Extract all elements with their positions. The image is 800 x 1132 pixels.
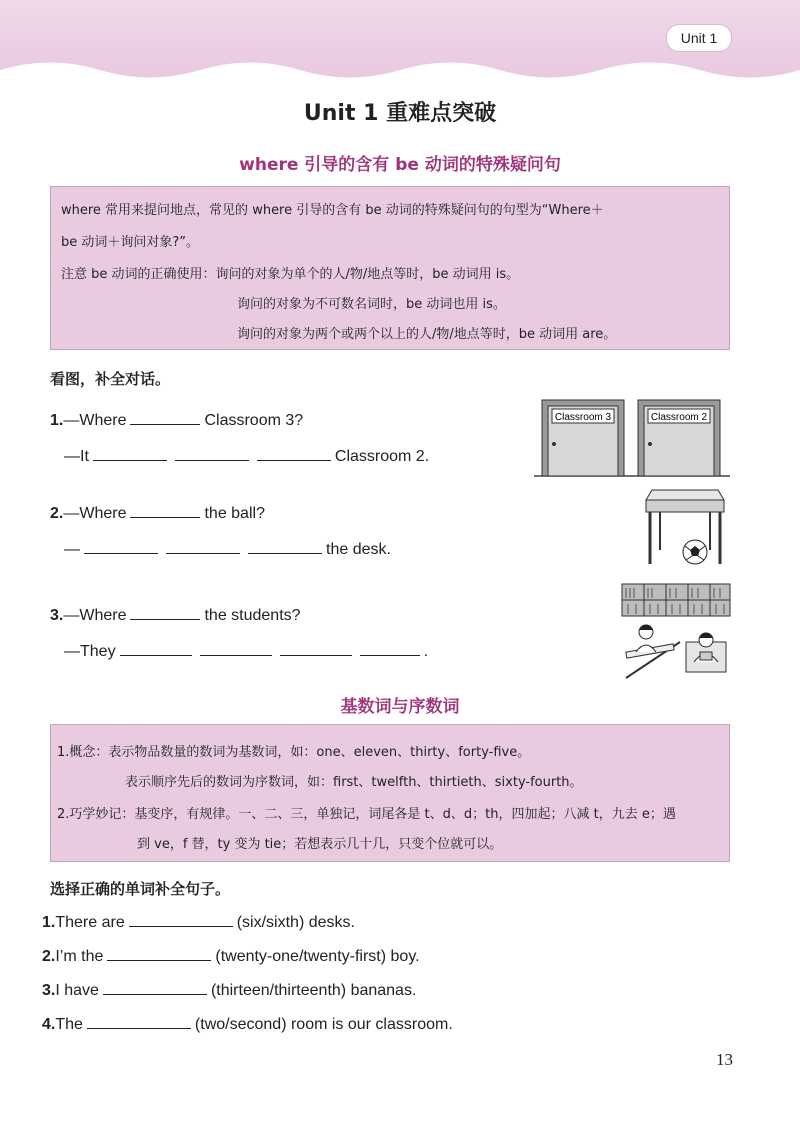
answer-blank[interactable] bbox=[248, 539, 322, 554]
question-text: the ball? bbox=[204, 505, 265, 522]
question-number: 4. bbox=[42, 1016, 56, 1033]
note-line: where 常用来提问地点，常见的 where 引导的含有 be 动词的特殊疑问句的句型为“Where＋ bbox=[61, 203, 604, 218]
answer-1-line bbox=[64, 446, 429, 466]
desk-ball-picture bbox=[640, 486, 730, 568]
note-line: 表示顺序先后的数词为序数词，如：first、twelfth、thirtieth、sixty-fourth。 bbox=[125, 775, 583, 790]
answer-blank[interactable] bbox=[87, 1014, 191, 1029]
page-number: 13 bbox=[716, 1050, 733, 1069]
answer-blank[interactable] bbox=[130, 605, 200, 620]
header-wave bbox=[0, 50, 800, 90]
sentence-4 bbox=[42, 1014, 453, 1034]
note-box-numbers bbox=[50, 724, 730, 862]
answer-blank[interactable] bbox=[107, 946, 211, 961]
answer-blank[interactable] bbox=[360, 641, 420, 656]
note-box-where bbox=[50, 186, 730, 350]
sentence-text: (two/second) room is our classroom. bbox=[194, 1016, 453, 1033]
answer-blank[interactable] bbox=[93, 446, 167, 461]
note-line: 注意 be 动词的正确使用：询问的对象为单个的人/物/地点等时，be 动词用 is。 bbox=[61, 267, 520, 282]
question-text: —Where bbox=[63, 412, 127, 429]
unit-tab: Unit 1 bbox=[666, 24, 732, 52]
page-title: Unit 1 重难点突破 bbox=[303, 101, 497, 126]
question-number: 1. bbox=[42, 914, 56, 931]
note-line: 2.巧学妙记：基变序，有规律。一、二、三，单独记，词尾各是 t、d、d；th，四加起；八减 t，九去 e；遇 bbox=[57, 807, 676, 822]
note-line: be 动词＋询问对象?”。 bbox=[61, 235, 200, 250]
note-line: 询问的对象为不可数名词时，be 动词也用 is。 bbox=[237, 297, 506, 312]
answer-2-line bbox=[64, 539, 391, 559]
students-library-picture bbox=[620, 582, 732, 680]
answer-text: the desk. bbox=[326, 541, 391, 558]
answer-blank[interactable] bbox=[103, 980, 207, 995]
question-text: —Where bbox=[63, 607, 127, 624]
sentence-text: (twenty-one/twenty-first) boy. bbox=[215, 948, 420, 965]
section-title-numbers: 基数词与序数词 bbox=[340, 697, 460, 717]
answer-blank[interactable] bbox=[280, 641, 352, 656]
classroom-doors-picture bbox=[534, 396, 730, 478]
sentence-text: I have bbox=[55, 982, 99, 999]
answer-3-line bbox=[64, 641, 428, 661]
sentence-text: There are bbox=[55, 914, 125, 931]
sentence-text: (thirteen/thirteenth) bananas. bbox=[210, 982, 417, 999]
question-number: 2. bbox=[42, 948, 56, 965]
door-sign-right: Classroom 2 bbox=[650, 412, 708, 423]
note-line: 到 ve，f 替，ty 变为 tie；若想表示几十几，只变个位就可以。 bbox=[137, 837, 503, 852]
question-number: 3. bbox=[42, 982, 56, 999]
sentence-text: The bbox=[55, 1016, 83, 1033]
question-number: 3. bbox=[50, 607, 64, 624]
question-number: 2. bbox=[50, 505, 64, 522]
note-line: 1.概念：表示物品数量的数词为基数词，如：one、eleven、thirty、forty-five。 bbox=[57, 745, 531, 760]
sentence-text: I’m the bbox=[55, 948, 104, 965]
question-3-line bbox=[50, 605, 301, 625]
question-text: the students? bbox=[204, 607, 301, 624]
instruction-2: 选择正确的单词补全句子。 bbox=[50, 880, 231, 898]
answer-text: — bbox=[64, 541, 80, 558]
answer-blank[interactable] bbox=[84, 539, 158, 554]
sentence-1 bbox=[42, 912, 355, 932]
answer-text: —They bbox=[64, 643, 116, 660]
answer-blank[interactable] bbox=[130, 503, 200, 518]
answer-blank[interactable] bbox=[200, 641, 272, 656]
answer-blank[interactable] bbox=[120, 641, 192, 656]
answer-text: —It bbox=[64, 448, 89, 465]
answer-blank[interactable] bbox=[166, 539, 240, 554]
question-text: Classroom 3? bbox=[204, 412, 304, 429]
answer-blank[interactable] bbox=[175, 446, 249, 461]
section-title-where: where 引导的含有 be 动词的特殊疑问句 bbox=[239, 155, 561, 175]
answer-blank[interactable] bbox=[257, 446, 331, 461]
sentence-text: (six/sixth) desks. bbox=[236, 914, 355, 931]
answer-text: . bbox=[423, 643, 429, 660]
sentence-3 bbox=[42, 980, 416, 1000]
sentence-2 bbox=[42, 946, 420, 966]
door-sign-left: Classroom 3 bbox=[554, 412, 612, 423]
note-line: 询问的对象为两个或两个以上的人/物/地点等时，be 动词用 are。 bbox=[237, 327, 617, 342]
instruction-1: 看图，补全对话。 bbox=[50, 370, 171, 388]
question-number: 1. bbox=[50, 412, 64, 429]
answer-text: Classroom 2. bbox=[334, 448, 430, 465]
question-2-line bbox=[50, 503, 265, 523]
answer-blank[interactable] bbox=[130, 410, 200, 425]
question-text: —Where bbox=[63, 505, 127, 522]
question-1-line bbox=[50, 410, 303, 430]
answer-blank[interactable] bbox=[129, 912, 233, 927]
